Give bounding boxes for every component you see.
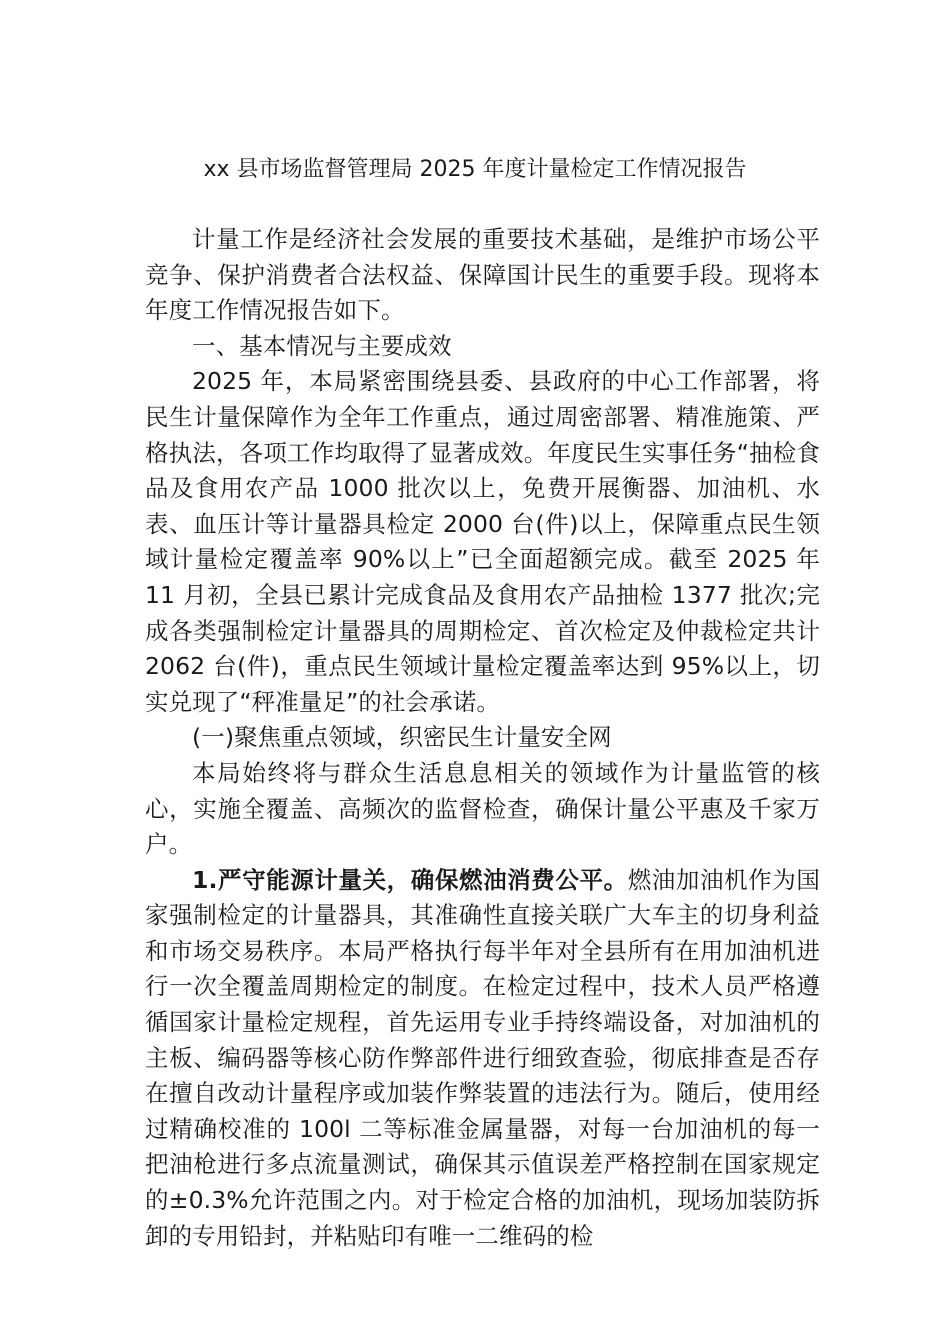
item-lead-text: 1.严守能源计量关，确保燃油消费公平。 — [192, 865, 628, 894]
document-title: xx 县市场监督管理局 2025 年度计量检定工作情况报告 — [203, 157, 747, 182]
section-heading: 一、基本情况与主要成效 — [192, 331, 452, 360]
section-paragraph: 2025 年，本局紧密围绕县委、县政府的中心工作部署，将民生计量保障作为全年工作重点，通过周密部署、精准施策、严格执法，各项工作均取得了显著成效。年度民生实事任务“抽检食品及食用农产品 1000 批次以上，免费开展衡器、加油机、水表、血压计等计量器具检定 2000 台(件)以上，保障重点民生领域计量检定覆盖率 90%以上”已全面超额完成。截至 2025 年 11 月初，全县已累计完成食品及食用农产品抽检 1377 批次;完成各类强制检定计量器具的周期检定、首次检定及仲裁检定共计 2062 台(件)，重点民生领域计量检定覆盖率达到 95%以上，切实兑现了“秤准量足”的社会承诺。 — [145, 367, 820, 716]
intro-paragraph: 计量工作是经济社会发展的重要技术基础，是维护市场公平竞争、保护消费者合法权益、保障国计民生的重要手段。现将本年度工作情况报告如下。 — [145, 225, 820, 325]
subsection-paragraph: 本局始终将与群众生活息息相关的领域作为计量监管的核心，实施全覆盖、高频次的监督检查，确保计量公平惠及千家万户。 — [145, 758, 820, 859]
item-body-text: 燃油加油机作为国家强制检定的计量器具，其准确性直接关联广大车主的切身利益和市场交易秩序。本局严格执行每半年对全县所有在用加油机进行一次全覆盖周期检定的制度。在检定过程中，技术人员严格遵循国家计量检定规程，首先运用专业手持终端设备，对加油机的主板、编码器等核心防作弊部件进行细致查验，彻底排查是否存在擅自改动计量程序或加装作弊装置的违法行为。随后，使用经过精确校准的 100l 二等标准金属量器，对每一台加油机的每一把油枪进行多点流量测试，确保其示值误差严格控制在国家规定的±0.3%允许范围之内。对于检定合格的加油机，现场加装防拆卸的专用铅封，并粘贴印有唯一二维码的检 — [145, 865, 820, 1250]
item-paragraph — [145, 863, 820, 1255]
document-body — [145, 222, 820, 1254]
subsection-heading: (一)聚焦重点领域，织密民生计量安全网 — [192, 723, 612, 752]
